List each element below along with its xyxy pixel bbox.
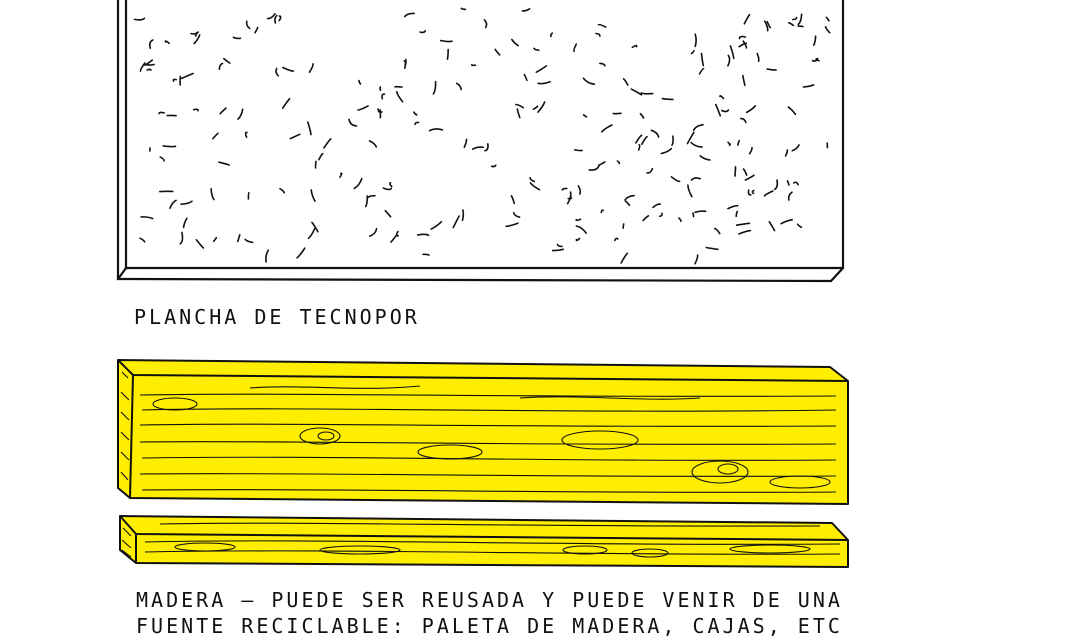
foam-speckle xyxy=(826,27,830,33)
foam-speckle xyxy=(418,234,429,235)
foam-speckle xyxy=(247,21,250,28)
foam-speckle xyxy=(551,33,553,36)
foam-speckle xyxy=(511,196,514,204)
foam-speckle xyxy=(798,224,802,227)
foam-speckle xyxy=(182,74,193,79)
foam-speckle xyxy=(163,146,175,147)
foam-speckle xyxy=(599,25,606,27)
foam-speckle xyxy=(695,255,698,264)
foam-speckle xyxy=(715,229,720,234)
foam-speckle xyxy=(662,99,673,100)
foam-speckle xyxy=(813,59,818,61)
foam-speckle xyxy=(135,18,145,20)
foam-speckle xyxy=(457,83,462,89)
foam-speckle xyxy=(170,200,176,208)
foam-speckle xyxy=(370,229,377,236)
foam-speckle xyxy=(787,181,789,185)
foam-speckle xyxy=(280,189,284,193)
foam-speckle xyxy=(602,125,612,132)
foam-speckle xyxy=(383,188,391,189)
foam-speckle xyxy=(706,248,718,250)
foam-speckle xyxy=(671,177,679,182)
foam-speckle xyxy=(576,239,579,241)
foam-speckle xyxy=(728,142,730,145)
foam-speckle xyxy=(636,135,642,143)
foam-speckle xyxy=(741,119,746,123)
foam-speckle xyxy=(160,157,164,161)
foam-speckle xyxy=(534,48,539,50)
foam-speckle xyxy=(651,130,658,137)
foam-speckle xyxy=(319,154,323,160)
foam-speckle xyxy=(722,110,729,112)
foam-speckle xyxy=(695,34,696,46)
foam-speckle xyxy=(739,231,750,234)
foam-speckle xyxy=(147,65,155,66)
foam-speckle xyxy=(184,218,187,227)
foam-speckle xyxy=(538,82,550,84)
foam-speckle xyxy=(180,232,182,243)
foam-speckle xyxy=(558,244,563,246)
foam-speckle xyxy=(238,235,240,242)
foam-speckle xyxy=(397,92,403,102)
foam-speckle xyxy=(692,51,694,54)
foam-speckle xyxy=(472,65,476,66)
foam-speckle xyxy=(461,8,465,9)
foam-speckle xyxy=(767,69,776,70)
foam-speckle xyxy=(781,220,792,224)
foam-speckle xyxy=(530,178,534,182)
foam-speckle xyxy=(647,169,652,173)
foam-speckle xyxy=(744,169,747,175)
foam-speckle xyxy=(631,89,641,95)
foam-speckle xyxy=(728,206,738,209)
foam-speckle xyxy=(803,85,813,87)
foam-speckle xyxy=(512,40,518,46)
foam-speckle xyxy=(788,107,795,114)
foam-speckle xyxy=(238,109,243,119)
foam-speckle xyxy=(385,211,390,217)
foam-speckle xyxy=(431,222,441,229)
foam-speckle xyxy=(312,222,318,231)
foam-speckle xyxy=(441,41,452,42)
foam-speckle xyxy=(737,223,750,225)
foam-speckle xyxy=(524,75,527,81)
foam-speckle xyxy=(340,173,342,177)
foam-speckle xyxy=(600,63,605,65)
foam-speckle xyxy=(473,147,484,149)
foam-speckle xyxy=(141,217,153,219)
foam-speckle xyxy=(798,26,803,27)
foam-speckle xyxy=(578,186,580,194)
foam-speckle xyxy=(814,36,816,45)
foam-speckle xyxy=(730,46,734,58)
foam-speckle xyxy=(453,216,459,228)
foam-speckle xyxy=(464,139,466,147)
foam-speckle xyxy=(150,40,153,48)
foam-speckle xyxy=(283,68,293,72)
foam-speckle xyxy=(290,134,300,138)
foam-speckle xyxy=(297,248,305,258)
foam-speckle xyxy=(679,218,681,221)
foam-speckle xyxy=(147,69,151,70)
foam-speckle xyxy=(632,46,636,48)
foam-speckle xyxy=(349,119,357,126)
foam-speckle xyxy=(414,112,417,115)
foam-speckle xyxy=(354,179,362,189)
foam-speckle xyxy=(744,15,749,24)
foam-speckle xyxy=(276,69,278,76)
foam-speckle xyxy=(752,191,753,194)
foam-speckle xyxy=(196,240,203,248)
foam-speckle xyxy=(584,115,587,117)
foam-speckle xyxy=(688,132,694,143)
foam-speckle xyxy=(536,66,546,72)
foam-speckle xyxy=(826,17,829,20)
foam-speckle xyxy=(692,178,701,180)
foam-board xyxy=(118,0,843,281)
foam-speckle xyxy=(538,102,545,112)
wood-plank-thin xyxy=(120,516,848,567)
foam-speckle xyxy=(672,136,673,145)
foam-speckle xyxy=(275,15,277,23)
foam-speckle xyxy=(642,137,647,145)
foam-speckle xyxy=(448,50,449,60)
foam-speckle xyxy=(589,166,599,170)
foam-speckle xyxy=(792,145,799,151)
foam-speckle xyxy=(599,162,605,165)
foam-speckle xyxy=(359,81,361,84)
foam-speckle xyxy=(358,106,368,110)
foam-speckle xyxy=(615,238,618,240)
foam-speckle xyxy=(576,226,586,233)
foam-speckle xyxy=(623,224,624,228)
foam-speckle xyxy=(688,185,692,197)
foam-speckle xyxy=(743,76,745,86)
foam-speckle xyxy=(255,28,258,33)
foam-speckle xyxy=(693,213,694,217)
foam-speckle xyxy=(517,109,520,118)
foam-speckle xyxy=(574,44,576,51)
foam-speckle xyxy=(798,14,801,24)
foam-speckle xyxy=(728,55,730,65)
foam-speckle xyxy=(575,150,582,151)
foam-speckle xyxy=(691,143,702,148)
foam-speckle xyxy=(140,238,145,242)
foam-speckle xyxy=(420,31,425,33)
foam-speckle xyxy=(463,210,464,220)
foam-speckle xyxy=(484,20,486,28)
foam-speckle xyxy=(596,34,600,37)
wood-label-line-1: MADERA – PUEDE SER REUSADA Y PUEDE VENIR DE UNA xyxy=(136,588,843,612)
foam-speckle xyxy=(224,59,230,63)
foam-speckle xyxy=(266,250,268,262)
foam-speckle xyxy=(769,222,774,231)
foam-speckle xyxy=(214,238,217,242)
foam-speckle xyxy=(382,94,384,99)
foam-speckle xyxy=(736,211,737,216)
foam-speckle xyxy=(639,145,640,150)
foam-speckle xyxy=(367,196,375,198)
foam-speckle xyxy=(735,167,736,176)
foam-speckle xyxy=(740,37,746,39)
foam-speckle xyxy=(765,191,773,196)
foam-speckle xyxy=(553,249,564,250)
foam-speckle xyxy=(495,49,500,55)
foam-speckle xyxy=(233,37,240,38)
foam-speckle xyxy=(485,144,488,151)
foam-speckle xyxy=(562,188,566,190)
foam-speckle xyxy=(601,210,603,212)
foam-speckle xyxy=(621,253,627,263)
foam-speckle xyxy=(625,196,634,200)
foam-speckle xyxy=(786,150,788,156)
foam-speckle xyxy=(625,201,629,205)
foam-speckle xyxy=(279,16,280,21)
foam-speckle xyxy=(661,149,671,154)
foam-speckle xyxy=(219,162,229,165)
foam-speckle xyxy=(660,213,662,216)
foam-speckle xyxy=(789,23,794,26)
foam-speckle xyxy=(583,78,594,84)
foam-speckle xyxy=(794,182,798,184)
foam-speckle xyxy=(793,18,797,20)
foam-speckle xyxy=(220,108,226,114)
foam-speckle xyxy=(191,32,198,34)
foam-speckle xyxy=(641,93,653,94)
foam-speckle xyxy=(695,211,706,212)
foam-speckle xyxy=(423,254,429,255)
foam-speckle xyxy=(789,192,792,200)
foam-speckle xyxy=(523,9,530,11)
wood-label-line-2: FUENTE RECICLABLE: PALETA DE MADERA, CAJAS, ETC xyxy=(136,614,843,638)
foam-speckle xyxy=(694,125,703,131)
foam-speckle xyxy=(165,41,169,43)
foam-speckle xyxy=(219,63,222,69)
foam-texture xyxy=(135,8,830,263)
foam-speckle xyxy=(617,161,619,163)
foam-speckle xyxy=(747,106,756,113)
foam-speckle xyxy=(700,156,710,160)
foam-speckle xyxy=(430,129,443,131)
foam-speckle xyxy=(433,82,435,94)
foam-speckle xyxy=(248,193,249,199)
foam-speckle xyxy=(391,235,397,242)
foam-speckle xyxy=(506,223,518,226)
foam-speckle xyxy=(310,64,314,72)
foam-speckle xyxy=(141,63,145,71)
foam-speckle xyxy=(245,239,253,242)
foam-speckle xyxy=(283,99,290,108)
foam-speckle xyxy=(516,105,523,108)
foam-speckle xyxy=(720,96,724,99)
foam-speckle xyxy=(181,201,192,204)
foam-speckle xyxy=(194,109,199,110)
foam-speckle xyxy=(514,213,520,218)
foam-speckle xyxy=(716,105,721,116)
wood-plank-large xyxy=(118,360,848,504)
foam-speckle xyxy=(640,114,643,118)
foam-speckle xyxy=(653,204,660,207)
foam-speckle xyxy=(213,133,218,138)
foam-speckle xyxy=(309,228,315,238)
foam-speckle xyxy=(390,183,392,187)
foam-speckle xyxy=(324,139,331,148)
foam-speckle xyxy=(576,219,580,220)
foam-speckle xyxy=(211,189,214,200)
foam-speckle xyxy=(246,132,247,137)
foam-speckle xyxy=(745,175,754,180)
foam-speckle xyxy=(173,79,176,81)
foam-board-label: PLANCHA DE TECNOPOR xyxy=(134,305,420,329)
foam-speckle xyxy=(370,141,377,147)
foam-speckle xyxy=(415,122,419,124)
foam-speckle xyxy=(159,112,164,113)
foam-speckle xyxy=(700,69,704,74)
foam-speckle xyxy=(308,122,311,135)
foam-speckle xyxy=(748,190,750,195)
foam-speckle xyxy=(738,141,739,145)
foam-speckle xyxy=(533,106,537,109)
foam-speckle xyxy=(643,216,648,221)
foam-speckle xyxy=(405,13,414,16)
foam-speckle xyxy=(311,190,315,201)
foam-speckle xyxy=(268,14,275,19)
foam-speckle xyxy=(492,165,496,166)
foam-speckle xyxy=(702,54,704,66)
foam-speckle xyxy=(624,79,628,85)
foam-speckle xyxy=(750,148,752,154)
foam-speckle xyxy=(531,183,540,190)
foam-speckle xyxy=(757,54,759,62)
foam-speckle xyxy=(775,180,778,189)
